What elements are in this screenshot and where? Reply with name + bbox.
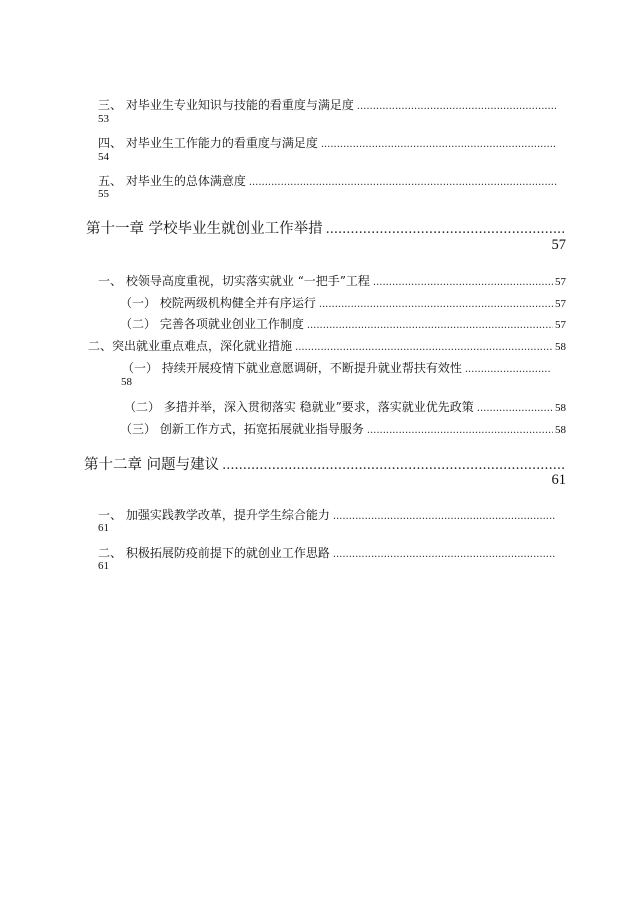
dot-leader: [333, 511, 556, 522]
dot-leader: [295, 342, 553, 353]
toc-entry-subsection[interactable]: [120, 294, 566, 311]
dot-leader: [367, 425, 553, 436]
dot-leader: [326, 222, 564, 237]
toc-page-number: 61: [98, 522, 109, 534]
toc-entry-label: 二、突出就业重点难点，深化就业措施: [88, 339, 293, 353]
toc-entry-chapter[interactable]: [86, 217, 566, 238]
toc-page-number: 57: [555, 298, 566, 310]
dot-leader: [333, 549, 556, 560]
dot-leader: [307, 320, 553, 331]
dot-leader: [465, 364, 550, 375]
toc-entry-label: （一） 校院两级机构健全并有序运行: [120, 296, 316, 310]
dot-leader: [477, 403, 553, 414]
toc-entry-label: 三、 对毕业生专业知识与技能的看重度与满足度: [98, 98, 354, 112]
toc-page-number: 58: [121, 376, 132, 388]
toc-entry-label: 第十二章 问题与建议: [84, 457, 220, 473]
toc-page-number: 58: [555, 402, 566, 414]
toc-page-number: 58: [555, 424, 566, 436]
toc-entry-section[interactable]: [98, 96, 558, 113]
toc-entry-section[interactable]: [98, 544, 558, 561]
toc-entry-subsection[interactable]: [120, 315, 566, 332]
toc-page-number: 57: [551, 237, 566, 253]
toc-entry-subsection[interactable]: [120, 420, 566, 437]
dot-leader: [319, 299, 553, 310]
toc-page-number: 57: [555, 276, 566, 288]
toc-entry-chapter[interactable]: [84, 453, 566, 474]
dot-leader: [321, 139, 556, 150]
toc-entry-section[interactable]: [98, 506, 558, 523]
toc-page-number: 58: [555, 341, 566, 353]
toc-entry-label: （二） 完善各项就业创业工作制度: [120, 317, 304, 331]
toc-page-number: 57: [555, 319, 566, 331]
toc-entry-section[interactable]: [98, 134, 558, 151]
toc-page-number: 53: [98, 113, 109, 125]
dot-leader: [357, 101, 556, 112]
toc-entry-section[interactable]: [98, 272, 566, 289]
toc-entry-label: （二） 多措并举，深入贯彻落实 稳就业”要求，落实就业优先政策: [124, 400, 474, 414]
toc-entry-section[interactable]: [98, 172, 560, 189]
dot-leader: [222, 458, 564, 473]
toc-entry-subsection[interactable]: [122, 359, 552, 376]
toc-entry-label: （三） 创新工作方式，拓宽拓展就业指导服务: [120, 422, 364, 436]
toc-entry-label: （一） 持续开展疫情下就业意愿调研，不断提升就业帮扶有效性: [122, 361, 462, 375]
toc-page-number: 55: [98, 188, 109, 200]
toc-entry-section[interactable]: [88, 337, 566, 354]
dot-leader: [249, 177, 558, 188]
toc-entry-subsection[interactable]: [124, 398, 566, 415]
toc-entry-label: 二、 积极拓展防疫前提下的就创业工作思路: [98, 546, 330, 560]
dot-leader: [373, 277, 553, 288]
toc-page-number: 61: [551, 472, 566, 488]
toc-entry-label: 五、 对毕业生的总体满意度: [98, 174, 246, 188]
toc-page-number: 61: [98, 560, 109, 572]
toc-page-number: 54: [98, 151, 109, 163]
toc-entry-label: 第十一章 学校毕业生就创业工作举措: [86, 221, 323, 237]
toc-entry-label: 一、 校领导高度重视，切实落实就业 “一把手”工程: [98, 274, 370, 288]
toc-entry-label: 一、 加强实践教学改革，提升学生综合能力: [98, 508, 330, 522]
toc-entry-label: 四、 对毕业生工作能力的看重度与满足度: [98, 136, 318, 150]
